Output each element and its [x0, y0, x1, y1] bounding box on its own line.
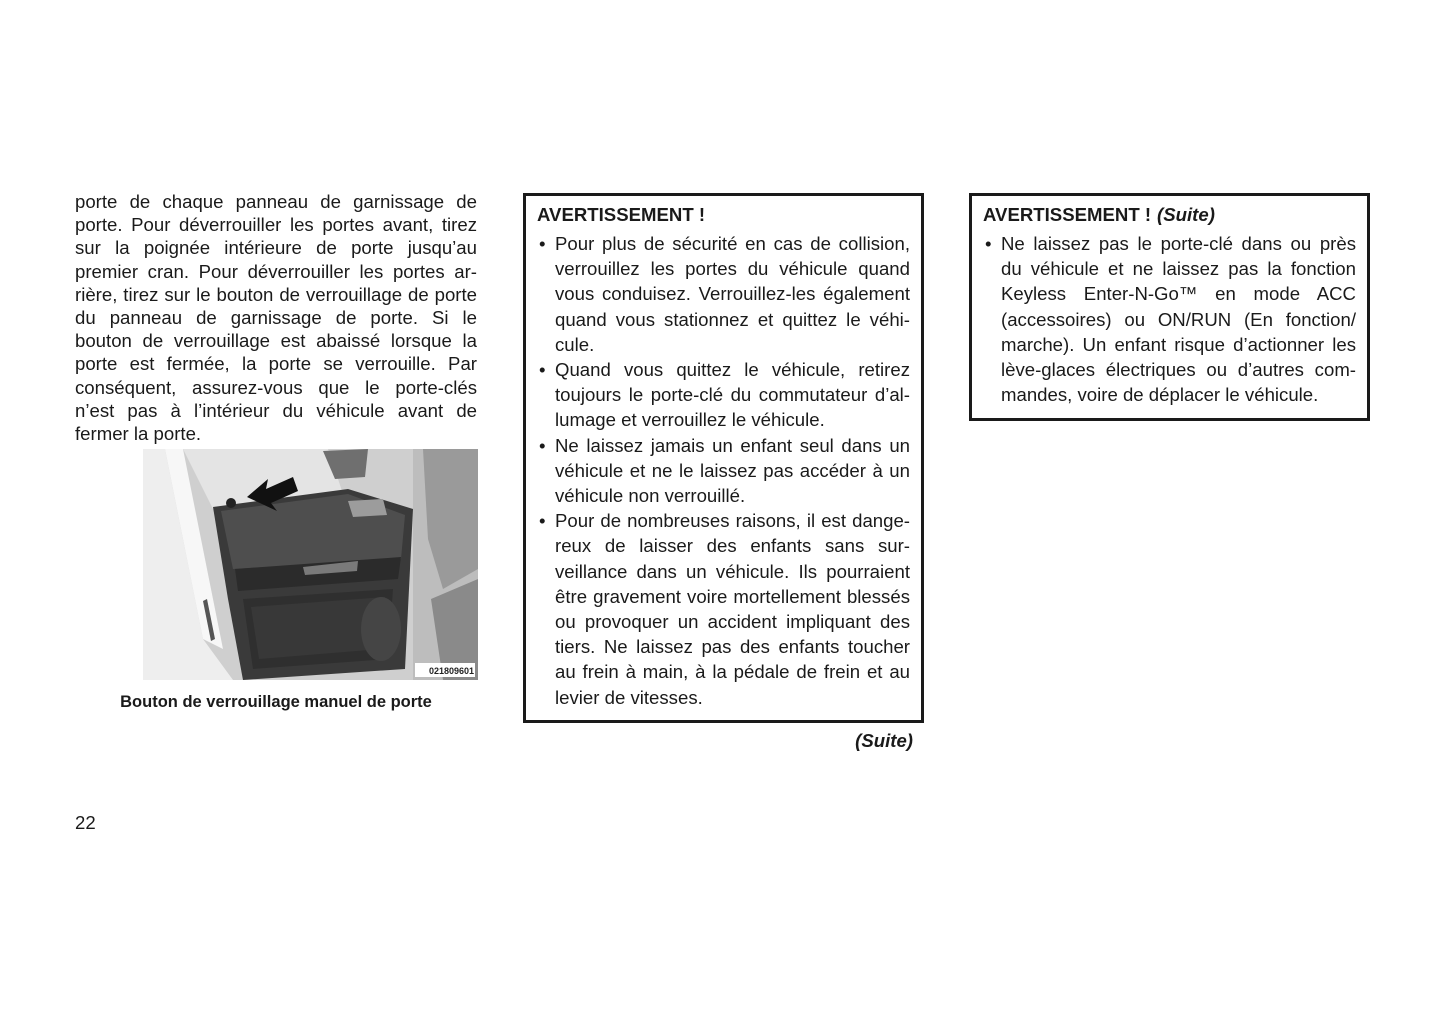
paragraph-line: porte de chaque panneau de garnissage de: [75, 191, 477, 212]
paragraph-line: premier cran. Pour déverrouiller les portes ar-: [75, 260, 477, 282]
bullet-line: lumage et verrouillez le véhicule.: [555, 409, 825, 431]
paragraph-line: porte. Pour déverrouiller les portes avant, tirez: [75, 214, 477, 236]
bullet-line: reux de laisser des enfants sans sur-: [555, 535, 910, 557]
warning-title: [537, 203, 910, 227]
bullet-line: au frein à main, à la pédale de frein et au: [555, 661, 910, 683]
warning-bullet-list: [537, 231, 910, 710]
bullet-line: Ne laissez jamais un enfant seul dans un: [555, 434, 910, 456]
bullet-icon: •: [539, 434, 546, 456]
bullet-line: (accessoires) ou ON/RUN (En fonction/: [1001, 308, 1356, 330]
bullet-line: verrouillez les portes du véhicule quand: [555, 258, 910, 280]
warning-title-suffix: (Suite): [1157, 204, 1215, 225]
bullet-line: véhicule et ne le laissez pas accéder à un: [555, 459, 910, 481]
bullet-line: vous conduisez. Verrouillez-les également: [555, 283, 910, 305]
body-paragraph: [75, 190, 477, 445]
paragraph-line: conséquent, assurez-vous que le porte-clés: [75, 376, 477, 398]
bullet-line: ou provoquer un accident impliquant des: [555, 611, 910, 633]
bullet-line: Keyless Enter-N-Go™ en mode ACC: [1001, 283, 1356, 305]
bullet-line: du véhicule et ne laissez pas la fonction: [1001, 258, 1356, 280]
continued-label: (Suite): [855, 730, 913, 751]
bullet-line: Pour de nombreuses raisons, il est dange-: [555, 510, 910, 532]
bullet-line: marche). Un enfant risque d’actionner les: [1001, 333, 1356, 355]
figure-caption: Bouton de verrouillage manuel de porte: [120, 693, 432, 711]
bullet-line: mandes, voire de déplacer le véhicule.: [1001, 384, 1319, 406]
bullet-line: cule.: [555, 333, 595, 355]
bullet-icon: •: [539, 233, 546, 254]
warning-title-text: AVERTISSEMENT !: [983, 204, 1152, 225]
bullet-line: quand vous stationnez et quittez le véhi-: [555, 308, 910, 330]
list-item: [537, 433, 910, 509]
bullet-line: être gravement voire mortellement blessés: [555, 585, 910, 607]
bullet-icon: •: [539, 359, 546, 381]
bullet-line: Ne laissez pas le porte-clé dans ou près: [1001, 233, 1356, 254]
paragraph-line: porte est fermée, la porte se verrouille. Par: [75, 353, 477, 375]
list-item: [537, 231, 910, 357]
bullet-line: véhicule non verrouillé.: [555, 485, 746, 507]
bullet-line: Quand vous quittez le véhicule, retirez: [555, 359, 910, 381]
bullet-line: veillance dans un véhicule. Ils pourraient: [555, 560, 910, 582]
paragraph-line: fermer la porte.: [75, 423, 202, 445]
warning-title-text: AVERTISSEMENT !: [537, 204, 706, 225]
page-number: 22: [75, 812, 96, 833]
bullet-line: tiers. Ne laissez pas des enfants toucher: [555, 636, 910, 658]
door-lock-illustration: [143, 449, 478, 680]
bullet-line: lève-glaces électriques ou d’autres com-: [1001, 359, 1356, 381]
door-lock-figure: [143, 449, 478, 680]
bullet-icon: •: [539, 510, 546, 532]
paragraph-line: sur la poignée intérieure de porte jusqu’au: [75, 237, 477, 259]
warning-bullet-list: [983, 231, 1356, 407]
warning-title: [983, 203, 1356, 227]
paragraph-line: rière, tirez sur le bouton de verrouillage de porte: [75, 283, 477, 305]
list-item: [537, 508, 910, 710]
bullet-line: Pour plus de sécurité en cas de collision,: [555, 233, 910, 254]
paragraph-line: n’est pas à l’intérieur du véhicule avant de: [75, 399, 477, 421]
bullet-icon: •: [985, 233, 992, 254]
paragraph-line: du panneau de garnissage de porte. Si le: [75, 307, 477, 329]
list-item: [983, 231, 1356, 407]
figure-code: 021809601: [428, 666, 474, 676]
warning-box-continued: [969, 193, 1370, 421]
bullet-line: levier de vitesses.: [555, 686, 703, 708]
bullet-line: toujours le porte-clé du commutateur d’al-: [555, 384, 910, 406]
paragraph-line: bouton de verrouillage est abaissé lorsque la: [75, 330, 477, 352]
list-item: [537, 357, 910, 433]
warning-box: [523, 193, 924, 723]
